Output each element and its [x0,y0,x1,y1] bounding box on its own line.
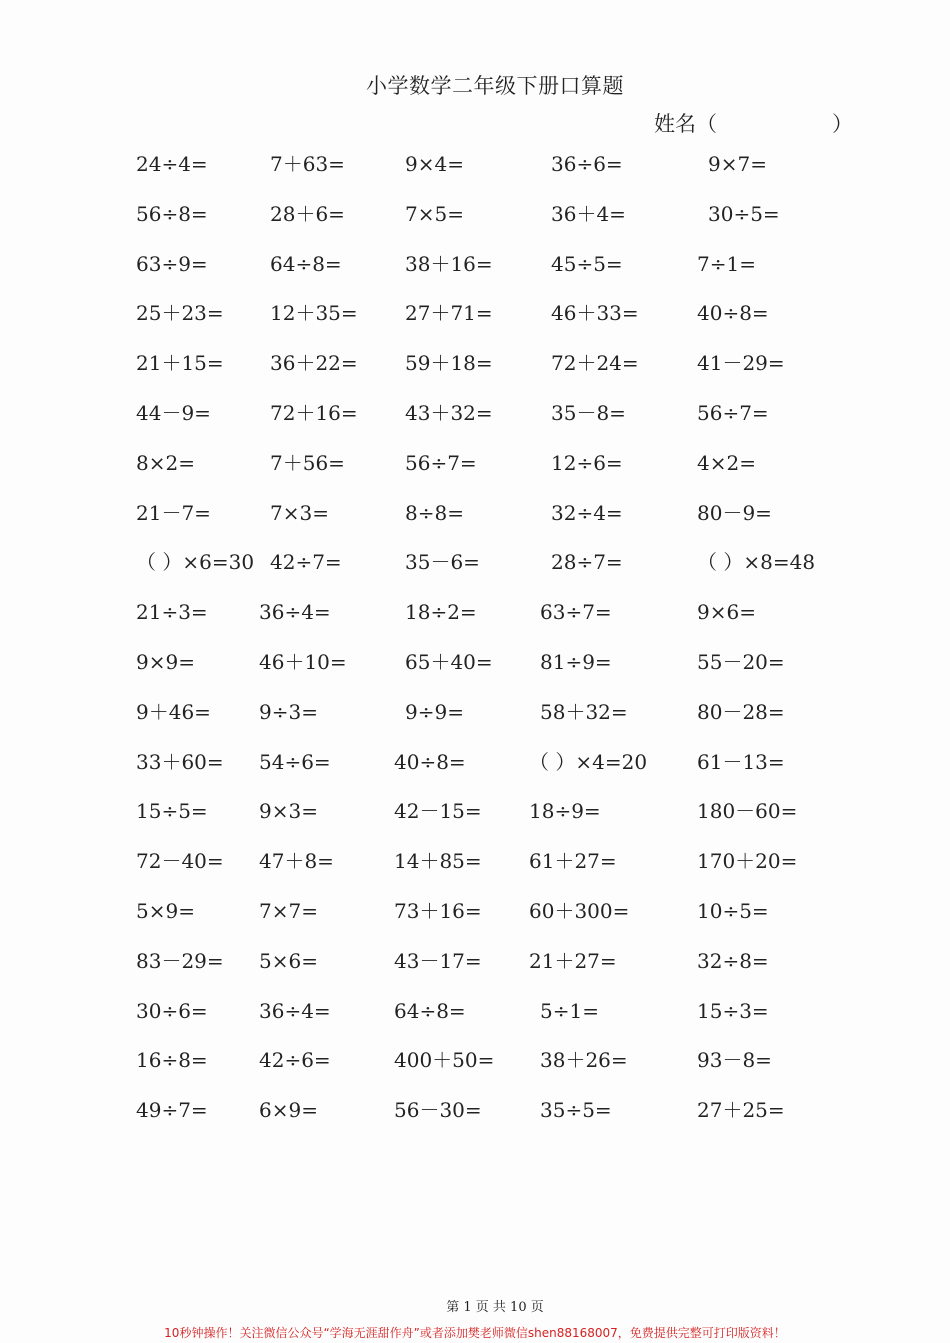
arithmetic-problem: 170＋20= [697,849,798,874]
arithmetic-problem: 72－40= [136,849,224,874]
arithmetic-problem: 49÷7= [136,1098,208,1123]
arithmetic-problem: 10÷5= [697,899,769,923]
arithmetic-problem: 12÷6= [551,450,623,475]
arithmetic-problem: 61－13= [697,749,785,774]
arithmetic-problem: 43－17= [394,948,482,973]
arithmetic-problem: 9×9= [136,650,195,674]
arithmetic-problem: 36＋4= [551,201,626,226]
arithmetic-problem: 35÷5= [540,1098,612,1123]
arithmetic-problem: 56÷8= [136,201,208,226]
arithmetic-problem: 32÷4= [551,500,623,525]
arithmetic-problem: 40÷8= [697,301,769,326]
arithmetic-problem: 61＋27= [529,849,617,874]
arithmetic-problem: 7＋56= [270,450,345,475]
arithmetic-problem: 21－7= [136,500,211,525]
arithmetic-problem: （ ）×6=30 [136,550,255,575]
arithmetic-problem: 80－9= [697,500,772,525]
arithmetic-problem: 43＋32= [405,401,493,425]
arithmetic-problem: 15÷3= [697,998,769,1023]
arithmetic-problem: 33＋60= [136,749,224,774]
arithmetic-problem: 81÷9= [540,650,612,674]
arithmetic-problem: 72＋16= [270,401,358,425]
arithmetic-problem: 30÷5= [708,201,780,226]
arithmetic-problem: 5÷1= [540,998,599,1023]
arithmetic-problem: 27＋71= [405,301,493,326]
arithmetic-problem: 64÷8= [270,251,342,276]
arithmetic-problem: 5×9= [136,899,195,923]
arithmetic-problem: 32÷8= [697,948,769,973]
name-label: 姓名（ [654,112,717,136]
arithmetic-problem: 9×6= [697,600,756,625]
arithmetic-problem: 55－20= [697,650,785,674]
page-title: 小学数学二年级下册口算题 [366,74,624,98]
arithmetic-problem: 9×4= [405,152,464,176]
arithmetic-problem: 64÷8= [394,998,466,1023]
arithmetic-problem: 93－8= [697,1048,772,1073]
arithmetic-problem: （ ）×4=20 [529,749,648,774]
arithmetic-problem: 6×9= [259,1098,318,1123]
arithmetic-problem: 28÷7= [551,550,623,575]
arithmetic-problem: 5×6= [259,948,318,973]
promo-banner: 10秒钟操作！关注微信公众号“学海无涯甜作舟”或者添加樊老师微信shen88168007，免费提供完整可打印版资料！ [164,1326,786,1340]
arithmetic-problem: 42÷6= [259,1048,331,1073]
page-number: 第 1 页 共 10 页 [446,1300,544,1315]
arithmetic-problem: 46＋33= [551,301,639,326]
arithmetic-problem: 80－28= [697,699,785,724]
arithmetic-problem: 45÷5= [551,251,623,276]
arithmetic-problem: 65＋40= [405,650,493,674]
arithmetic-problem: 7×3= [270,500,329,525]
arithmetic-problem: 46＋10= [259,650,347,674]
arithmetic-problem: 18÷2= [405,600,477,625]
arithmetic-problem: 30÷6= [136,998,208,1023]
arithmetic-problem: 21＋15= [136,351,224,376]
arithmetic-problem: 15÷5= [136,799,208,824]
arithmetic-problem: 4×2= [697,450,756,475]
arithmetic-problem: 59＋18= [405,351,493,376]
arithmetic-problem: 21÷3= [136,600,208,625]
arithmetic-problem: 56－30= [394,1098,482,1123]
arithmetic-problem: 180－60= [697,799,798,824]
arithmetic-problem: 28＋6= [270,201,345,226]
arithmetic-problem: 21＋27= [529,948,617,973]
arithmetic-problem: 72＋24= [551,351,639,376]
arithmetic-problem: 400＋50= [394,1048,495,1073]
arithmetic-problem: 14＋85= [394,849,482,874]
arithmetic-problem: 16÷8= [136,1048,208,1073]
arithmetic-problem: 24÷4= [136,152,208,176]
arithmetic-problem: 18÷9= [529,799,601,824]
arithmetic-problem: 38＋26= [540,1048,628,1073]
arithmetic-problem: 35－8= [551,401,626,425]
arithmetic-problem: 27＋25= [697,1098,785,1123]
arithmetic-problem: 8÷8= [405,500,464,525]
arithmetic-problem: 63÷9= [136,251,208,276]
arithmetic-problem: 7×7= [259,899,318,923]
name-close-paren: ） [832,112,853,136]
arithmetic-problem: 58＋32= [540,699,628,724]
arithmetic-problem: 56÷7= [697,401,769,425]
arithmetic-problem: 7÷1= [697,251,756,276]
arithmetic-problem: 7×5= [405,201,464,226]
arithmetic-problem: 9×7= [708,152,767,176]
arithmetic-problem: 40÷8= [394,749,466,774]
arithmetic-problem: 12＋35= [270,301,358,326]
arithmetic-problem: 63÷7= [540,600,612,625]
arithmetic-problem: 9×3= [259,799,318,824]
arithmetic-problem: 36÷6= [551,152,623,176]
arithmetic-problem: （ ）×8=48 [697,550,816,575]
arithmetic-problem: 9＋46= [136,699,211,724]
arithmetic-problem: 25＋23= [136,301,224,326]
arithmetic-problem: 36÷4= [259,998,331,1023]
arithmetic-problem: 56÷7= [405,450,477,475]
arithmetic-problem: 8×2= [136,450,195,475]
arithmetic-problem: 9÷3= [259,699,318,724]
arithmetic-problem: 42－15= [394,799,482,824]
arithmetic-problem: 83－29= [136,948,224,973]
arithmetic-problem: 9÷9= [405,699,464,724]
arithmetic-problem: 35－6= [405,550,480,575]
arithmetic-problem: 36＋22= [270,351,358,376]
arithmetic-problem: 73＋16= [394,899,482,923]
arithmetic-problem: 42÷7= [270,550,342,575]
arithmetic-problem: 60＋300= [529,899,630,923]
arithmetic-problem: 7＋63= [270,152,345,176]
arithmetic-problem: 47＋8= [259,849,334,874]
arithmetic-problem: 41－29= [697,351,785,376]
arithmetic-problem: 38＋16= [405,251,493,276]
arithmetic-problem: 54÷6= [259,749,331,774]
arithmetic-problem: 44－9= [136,401,211,425]
arithmetic-problem: 36÷4= [259,600,331,625]
